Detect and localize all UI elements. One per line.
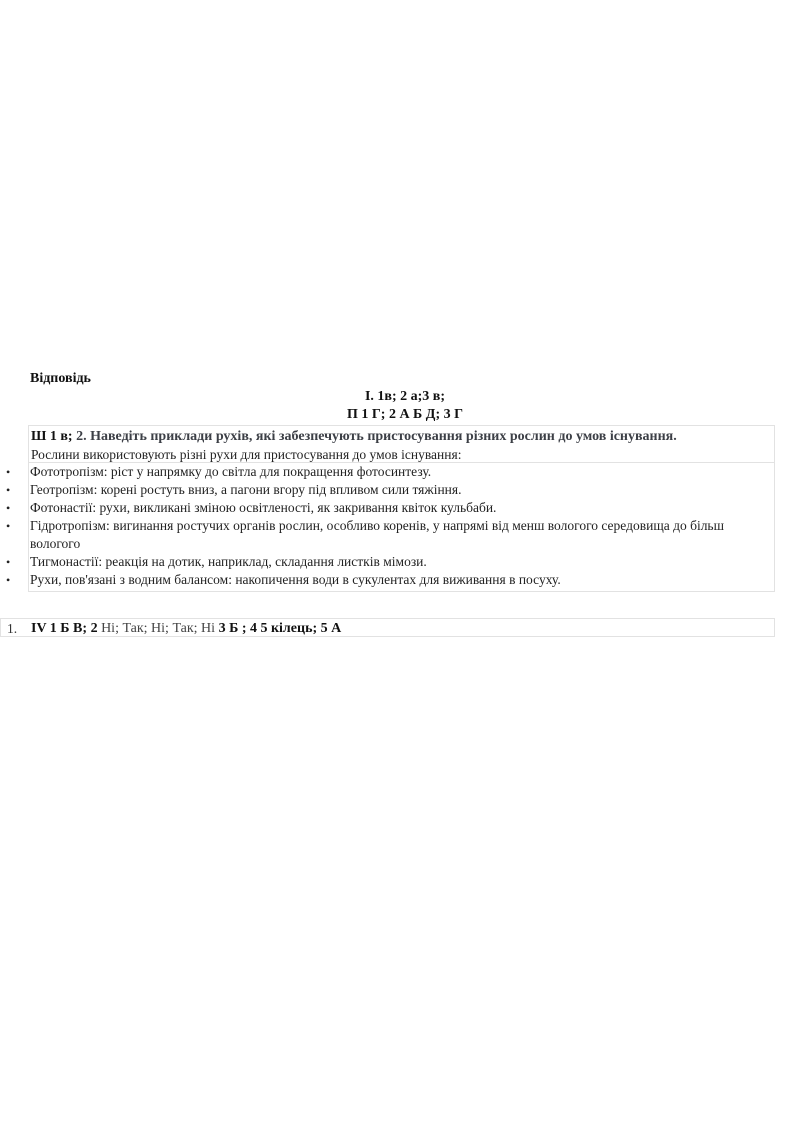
section-3-question-line xyxy=(31,428,677,445)
answers-heading: Відповідь xyxy=(30,371,91,386)
bullet-icon: • xyxy=(6,465,11,479)
list-item xyxy=(0,463,780,481)
list-item xyxy=(0,553,780,571)
list-item-text: Фототропізм: ріст у напрямку до світла для покращення фотосинтезу. xyxy=(30,464,432,479)
list-item-text: Гідротропізм: вигинання ростучих органів рослин, особливо коренів, у напрямі від менш вологого середовища до більш вологого xyxy=(30,518,724,551)
list-item xyxy=(0,517,780,553)
list-item-text: Тигмонастії: реакція на дотик, наприклад, складання листків мімози. xyxy=(30,554,427,569)
answers-part-1: І. 1в; 2 а;3 в; xyxy=(364,389,446,404)
list-item xyxy=(0,499,780,517)
section-4-part-d: 3 Б ; 4 5 кілець; 5 А xyxy=(218,621,342,636)
section-4-part-c: Ні; Так; Ні; Так; Ні xyxy=(101,621,216,636)
list-item xyxy=(0,481,780,499)
section-3-prefix: Ш 1 в; xyxy=(31,429,73,444)
section-3-intro: Рослини використовують різні рухи для пристосування до умов існування: xyxy=(31,447,462,462)
section-4-part-b: 2 xyxy=(90,621,98,636)
plant-movements-list xyxy=(0,463,780,589)
list-item-text: Фотонастії: рухи, викликані зміною освітленості, як закривання квіток кульбаби. xyxy=(30,500,497,515)
list-item-text: Геотропізм: корені ростуть вниз, а пагони вгору під впливом сили тяжіння. xyxy=(30,482,462,497)
section-4-number: 1. xyxy=(7,621,18,636)
section-3-question: 2. Наведіть приклади рухів, які забезпечують пристосування різних рослин до умов існування. xyxy=(76,429,677,444)
section-4-row xyxy=(0,618,775,637)
answers-part-2: П 1 Г; 2 А Б Д; 3 Г xyxy=(346,407,464,422)
list-item-text: Рухи, пов'язані з водним балансом: накопичення води в сукулентах для виживання в посуху. xyxy=(30,572,561,587)
bullet-icon: • xyxy=(6,519,11,533)
section-4-part-a: IV 1 Б В; xyxy=(31,621,88,636)
list-item xyxy=(0,571,780,589)
bullet-icon: • xyxy=(6,501,11,515)
bullet-icon: • xyxy=(6,483,11,497)
bullet-icon: • xyxy=(6,555,11,569)
section-4-answers xyxy=(31,620,341,637)
bullet-icon: • xyxy=(6,573,11,587)
section-3-question-cell xyxy=(28,425,775,463)
